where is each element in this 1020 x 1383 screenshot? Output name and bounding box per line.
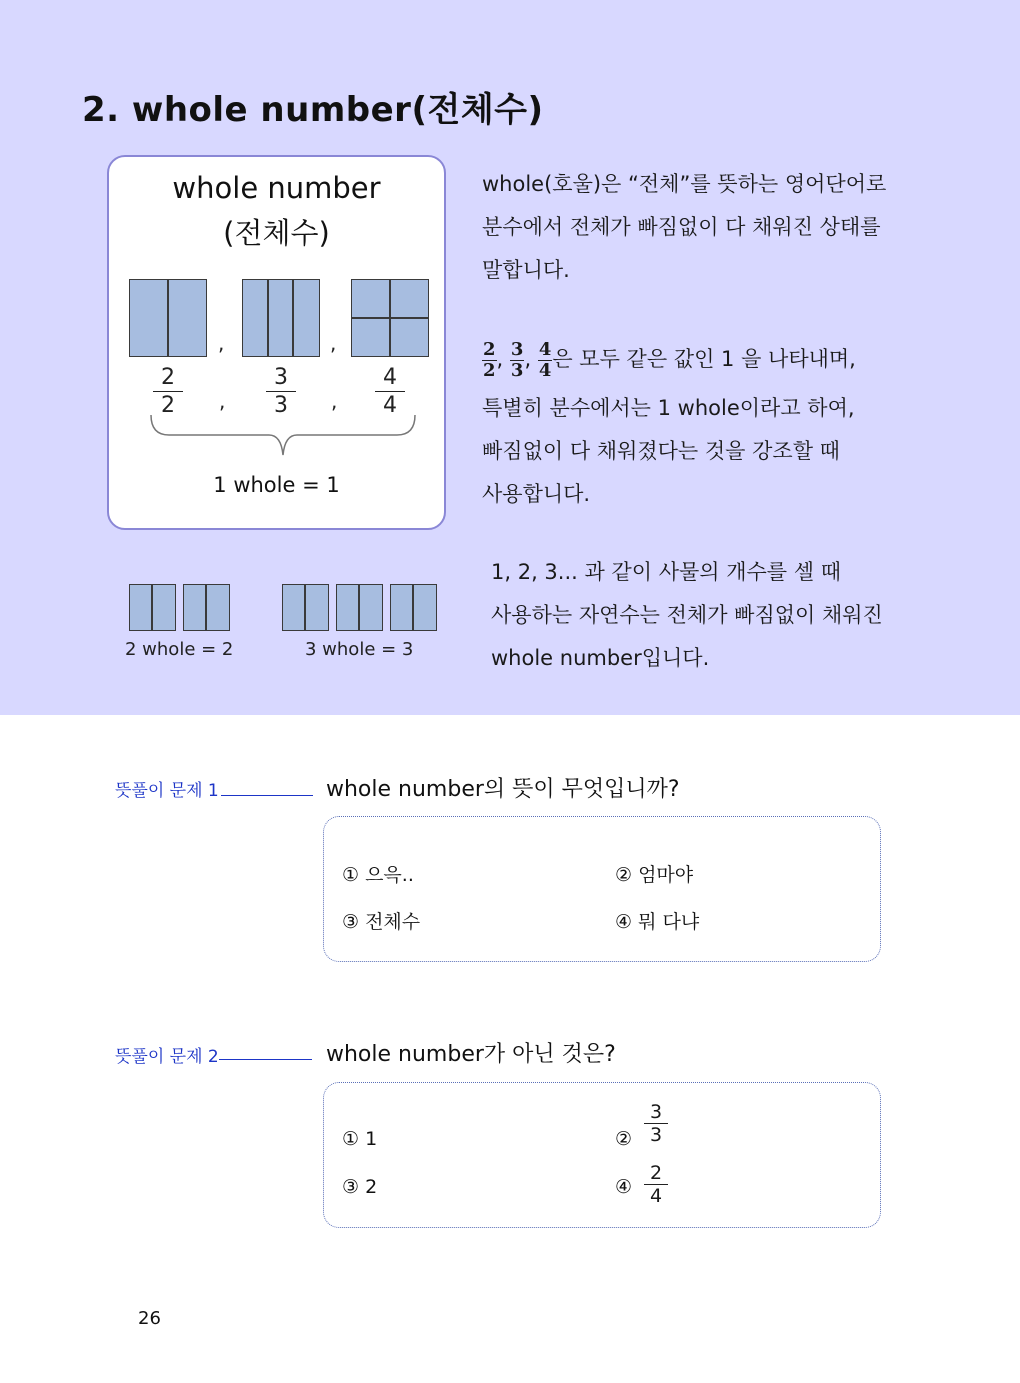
option-1[interactable]: ① 으윽.. [342,864,414,886]
card-title-line2: (전체수) [223,216,330,250]
fraction-bar-thirds [242,279,320,357]
question-2-answer-box [323,1082,881,1228]
option-1[interactable]: ① 1 [342,1128,378,1150]
fraction-bar-halves [129,279,207,357]
explanation-paragraph-1: whole(호울)은 “전체”를 뜻하는 영어단어로 분수에서 전체가 빠짐없이 다 채워진 상태를 말합니다. [482,172,887,282]
fraction-label: $\frac{2}{2}$ [153,367,183,417]
brace-icon [147,413,419,461]
explanation-paragraph-2: $\frac{2}{2}$ , $\frac{3}{3}$ , $\frac{4}{4}$ 은 모두 같은 값인 1 을 나타내며, 특별히 분수에서는 1 whole이라고 하여, 빠짐없이 다 채워졌다는 것을 강조할 때 사용합니다. [482,338,856,506]
whole-bar [183,584,230,631]
fraction-bar-quarters [351,279,429,357]
question-2-underline [219,1059,312,1060]
option-4-fraction: $\frac{2}{4}$ [644,1164,668,1206]
question-1-label: 뜻풀이 문제 1 [115,781,219,801]
option-4[interactable]: ④ [615,1176,633,1198]
whole-bar [336,584,383,631]
question-2-label: 뜻풀이 문제 2 [115,1047,219,1067]
separator: , [219,389,226,413]
explanation-paragraph-3: 1, 2, 3... 과 같이 사물의 개수를 셀 때 사용하는 자연수는 전체가 빠짐없이 채워진 whole number입니다. [491,560,883,670]
whole-number-card [107,155,446,530]
whole-bar [129,584,176,631]
example-label: 2 whole = 2 [125,639,234,660]
question-1-text: whole number의 뜻이 무엇입니까? [326,777,680,802]
option-2[interactable]: ② [615,1128,633,1150]
card-caption: 1 whole = 1 [213,473,340,497]
separator: , [331,389,338,413]
whole-bar [390,584,437,631]
separator: , [218,331,225,355]
option-2[interactable]: ② 엄마야 [615,864,694,886]
section-title: 2. whole number(전체수) [82,90,544,130]
question-1-answer-box [323,816,881,962]
whole-bar [282,584,329,631]
question-2-text: whole number가 아닌 것은? [326,1042,616,1067]
option-3[interactable]: ③ 전체수 [342,911,421,933]
option-3[interactable]: ③ 2 [342,1176,378,1198]
example-label: 3 whole = 3 [305,639,414,660]
question-1-underline [221,795,313,796]
card-title-line1: whole number [172,171,381,205]
fraction-label: $\frac{4}{4}$ [375,367,405,417]
separator: , [330,331,337,355]
option-2-fraction: $\frac{3}{3}$ [644,1103,668,1145]
fraction-label: $\frac{3}{3}$ [266,367,296,417]
option-4[interactable]: ④ 뭐 다냐 [615,911,700,933]
page-number: 26 [138,1308,161,1329]
